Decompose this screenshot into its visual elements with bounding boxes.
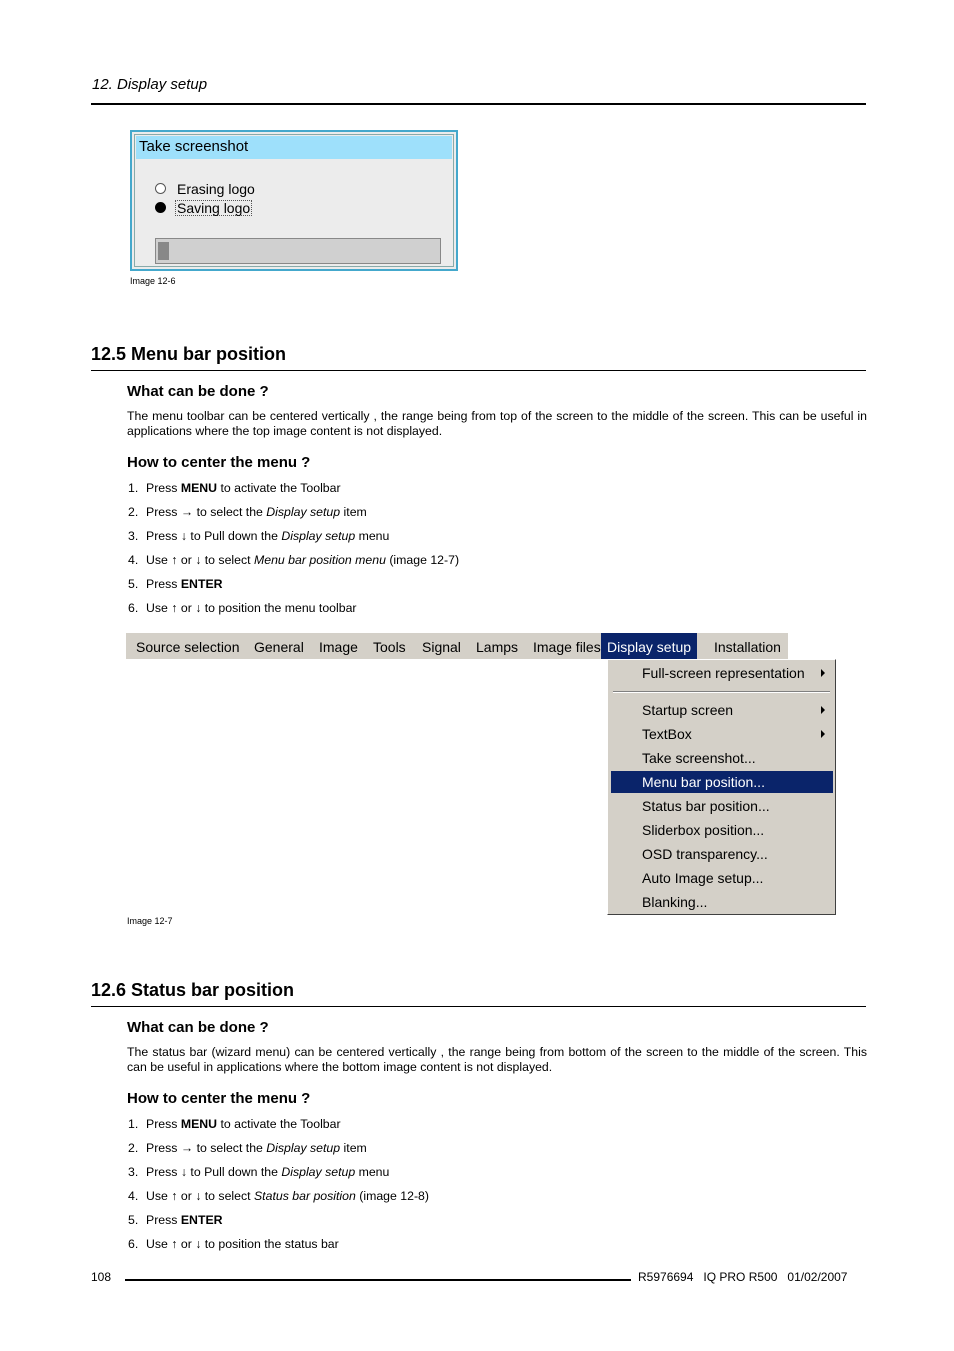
step-text: to activate the Toolbar [217,1117,341,1131]
dropdown-item-auto-image-setup[interactable] [611,867,833,889]
footer-divider [125,1279,631,1281]
step-text: Press [146,481,181,495]
submenu-arrow-icon [821,706,825,714]
menu-item-general[interactable]: General [254,639,304,655]
step-number: 4. [128,553,139,567]
step-menu-ref: Menu bar position menu [253,553,386,567]
dropdown-item-label: Status bar position... [642,798,770,814]
step-number: 3. [128,529,139,543]
step-item [128,505,367,519]
subheading-how-to-center: How to center the menu ? [127,454,311,471]
submenu-arrow-icon [821,730,825,738]
section-heading-status-bar-position: 12.6 Status bar position [91,980,295,1000]
take-screenshot-dialog [130,130,458,271]
subheading-how-to-center: How to center the menu ? [127,1090,311,1107]
menu-item-lamps[interactable]: Lamps [476,639,519,655]
step-number: 5. [128,577,139,591]
paragraph-menu-toolbar: The menu toolbar can be centered vertically , the range being from top of the screen to the middle of the screen. This can be useful in applications where the top image content is not displayed. [127,409,867,438]
step-text: Use ↑ or ↓ to select [146,1189,254,1203]
step-text: Use ↑ or ↓ to position the menu toolbar [146,601,357,615]
subheading-what-can-be-done: What can be done ? [127,1019,269,1036]
step-text: Press → to select the [146,1141,267,1155]
progress-fill [158,242,169,260]
step-item [128,601,357,615]
step-text: Press → to select the [146,505,267,519]
dropdown-item-label: Auto Image setup... [642,870,764,886]
step-item [128,1237,339,1251]
dropdown-item-label: Blanking... [642,894,708,910]
step-menu-ref: Display setup [266,1141,341,1155]
step-item [128,1117,341,1131]
document-info: R5976694 IQ PRO R500 01/02/2007 [638,1270,848,1284]
dialog-title: Take screenshot [136,136,452,159]
dropdown-item-label: Sliderbox position... [642,822,765,838]
page-number: 108 [91,1270,112,1284]
step-item [128,1213,223,1227]
dropdown-item-label: OSD transparency... [642,846,768,862]
step-number: 1. [128,481,139,495]
section-divider [91,1006,866,1007]
step-text: (image 12-7) [385,553,460,567]
step-number: 3. [128,1165,139,1179]
step-text: Press [146,577,181,591]
dropdown-item-label: Menu bar position... [642,774,765,790]
chapter-header: 12. Display setup [92,76,208,93]
step-item [128,481,341,495]
step-number: 1. [128,1117,139,1131]
menu-item-display-setup[interactable]: Display setup [601,633,697,659]
step-text: Use ↑ or ↓ to position the status bar [146,1237,339,1251]
dropdown-separator [613,691,830,693]
step-item [128,529,389,543]
step-text: Use ↑ or ↓ to select [146,553,254,567]
menu-item-source-selection[interactable]: Source selection [136,639,240,655]
step-menu-ref: Status bar position [253,1189,356,1203]
submenu-arrow-icon [821,669,825,677]
step-menu-ref: Display setup [281,529,356,543]
step-item [128,1141,367,1155]
step-number: 5. [128,1213,139,1227]
step-item [128,577,223,591]
erasing-logo-radio[interactable] [155,183,166,194]
step-text: Press ↓ to Pull down the [146,1165,282,1179]
section-heading-menu-bar-position: 12.5 Menu bar position [91,344,287,364]
menu-item-tools[interactable]: Tools [373,639,406,655]
step-item [128,1189,429,1203]
step-text: menu [355,529,390,543]
dropdown-item-label: Full-screen representation [642,665,805,681]
step-number: 6. [128,1237,139,1251]
image-caption-12-7: Image 12-7 [127,916,173,926]
step-text: Press [146,1213,181,1227]
dropdown-item-textbox[interactable] [611,723,833,745]
saving-logo-label: Saving logo [177,200,251,216]
menu-item-image-files[interactable]: Image files [533,639,601,655]
step-text: item [340,505,367,519]
step-text: item [340,1141,367,1155]
step-number: 4. [128,1189,139,1203]
step-text: to activate the Toolbar [217,481,341,495]
dropdown-item-label: Startup screen [642,702,734,718]
step-text: (image 12-8) [355,1189,429,1203]
dropdown-item-blanking[interactable] [611,891,833,913]
step-text: Press ↓ to Pull down the [146,529,282,543]
menu-item-installation[interactable]: Installation [714,639,781,655]
saving-logo-radio[interactable] [155,202,166,213]
screenshot-progress-bar [155,238,441,264]
dropdown-item-menu-bar-position[interactable] [611,771,833,793]
dropdown-item-osd-transparency[interactable] [611,843,833,865]
dropdown-item-take-screenshot[interactable] [611,747,833,769]
step-text: menu [355,1165,390,1179]
dropdown-item-label: Take screenshot... [642,750,756,766]
erasing-logo-label: Erasing logo [177,181,255,197]
step-item [128,1165,389,1179]
step-key: MENU [180,1117,218,1131]
step-menu-ref: Display setup [266,505,341,519]
step-key: MENU [180,481,218,495]
step-number: 2. [128,505,139,519]
dropdown-item-label: TextBox [642,726,692,742]
display-setup-dropdown [607,659,836,915]
dropdown-item-status-bar-position[interactable] [611,795,833,817]
osd-menu-bar [126,633,788,659]
image-caption-12-6: Image 12-6 [130,276,176,286]
dropdown-item-startup-screen[interactable] [611,699,833,721]
menu-item-image[interactable]: Image [319,639,358,655]
step-key: ENTER [180,1213,223,1227]
step-text: Press [146,1117,181,1131]
dropdown-item-sliderbox-position[interactable] [611,819,833,841]
subheading-what-can-be-done: What can be done ? [127,383,269,400]
header-divider [91,103,866,105]
menu-item-signal[interactable]: Signal [422,639,461,655]
dropdown-item-full-screen-representation[interactable] [611,662,833,684]
section-divider [91,370,866,371]
step-menu-ref: Display setup [281,1165,356,1179]
step-number: 6. [128,601,139,615]
step-number: 2. [128,1141,139,1155]
step-key: ENTER [180,577,223,591]
paragraph-status-bar: The status bar (wizard menu) can be centered vertically , the range being from bottom of the screen to the middle of the screen. This can be useful in applications where the bottom image content is not displayed. [127,1045,867,1074]
step-item [128,553,459,567]
